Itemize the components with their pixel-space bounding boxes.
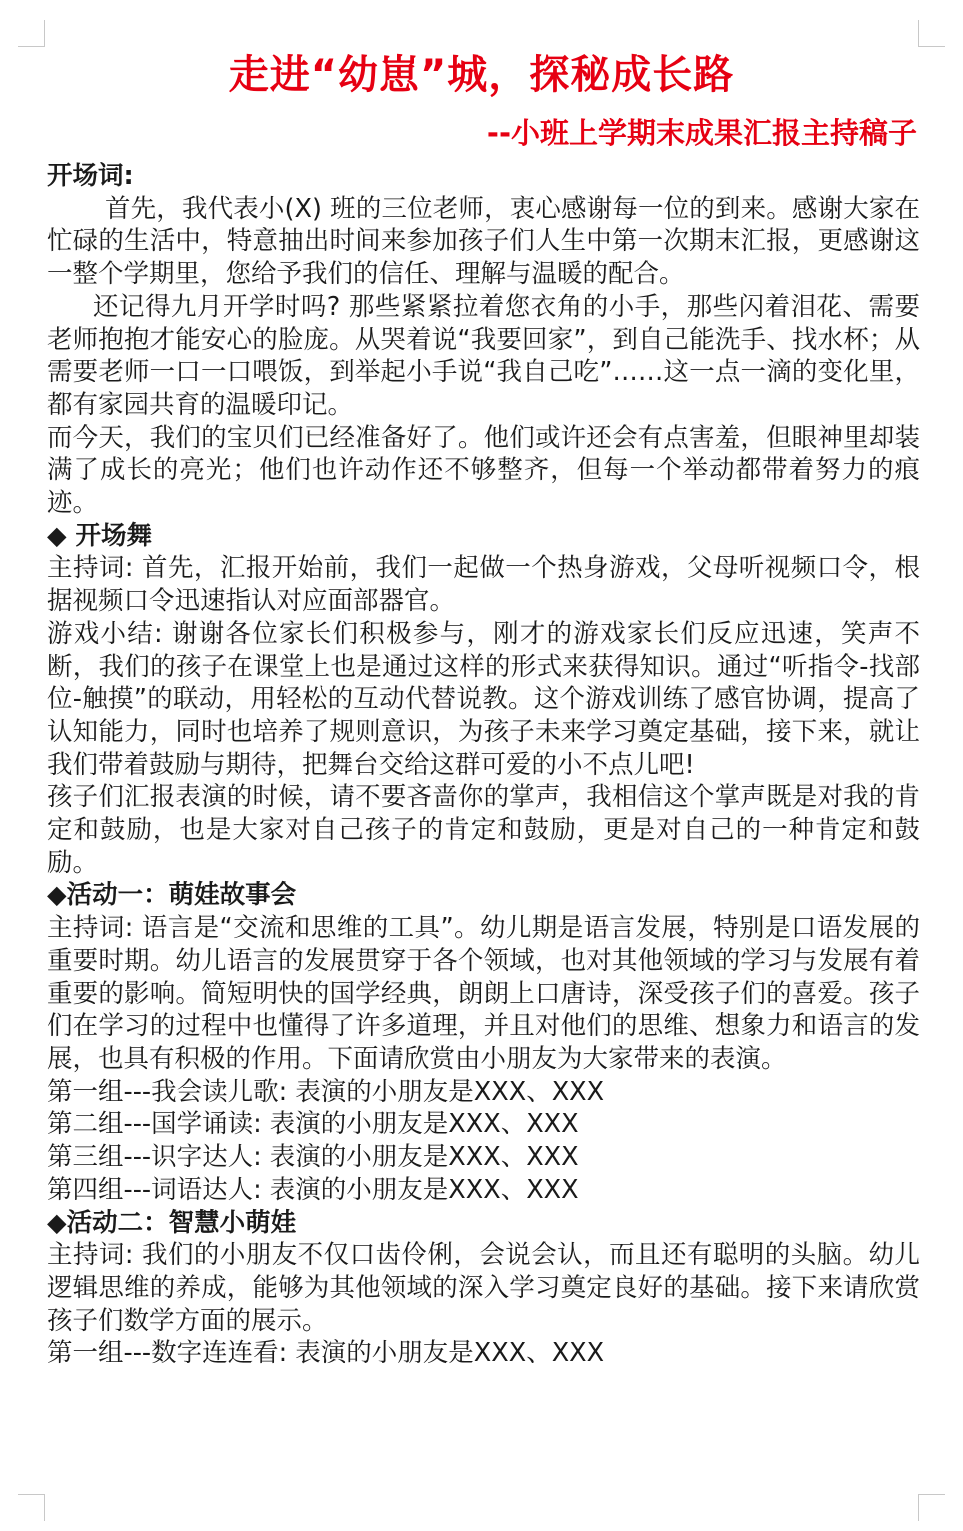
document-title: 走进“幼崽”城，探秘成长路 [228, 52, 735, 98]
crop-mark-bottom-left [18, 1494, 45, 1521]
crop-mark-top-left [18, 20, 45, 47]
section-heading-activity-two: ◆活动二：智慧小萌娃 [47, 1207, 297, 1238]
document-subtitle: --小班上学期末成果汇报主持稿子 [486, 116, 917, 150]
paragraph-today: 而今天，我们的宝贝们已经准备好了。他们或许还会有点害羞，但眼神里却装满了成长的亮光；他们也许动作还不够整齐，但每一个举动都带着努力的痕迹。 [47, 422, 920, 519]
list-item-group-four: 第四组---词语达人: 表演的小朋友是XXX、XXX [47, 1174, 579, 1205]
paragraph-host-language: 主持词: 语言是“交流和思维的工具”。幼儿期是语言发展，特别是口语发展的重要时期。幼儿语言的发展贯穿于各个领域，也对其他领域的学习与发展有着重要的影响。简短明快的国学经典，朗朗上口唐诗，深受孩子们的喜爱。孩子们在学习的过程中也懂得了许多道理，并且对他们的思维、想象力和语言的发展，也具有积极的作用。下面请欣赏由小朋友为大家带来的表演。 [47, 913, 920, 1074]
section-heading-activity-one: ◆活动一：萌娃故事会 [47, 880, 297, 911]
section-heading-opening-dance: ◆ 开场舞 [47, 520, 152, 551]
list-item-math-group-one: 第一组---数字连连看: 表演的小朋友是XXX、XXX [47, 1338, 605, 1369]
paragraph-game-summary: 游戏小结: 谢谢各位家长们积极参与，刚才的游戏家长们反应迅速，笑声不断，我们的孩子在课堂上也是通过这样的形式来获得知识。通过“听指令-找部位-触摸”的联动，用轻松的互动代替说教。这个游戏训练了感官协调，提高了认知能力，同时也培养了规则意识，为孩子未来学习奠定基础，接下来，就让我们带着鼓励与期待，把舞台交给这群可爱的小不点儿吧! [47, 618, 920, 780]
paragraph-host-math: 主持词: 我们的小朋友不仅口齿伶俐，会说会认，而且还有聪明的头脑。幼儿逻辑思维的养成，能够为其他领域的深入学习奠定良好的基础。接下来请欣赏孩子们数学方面的展示。 [47, 1240, 920, 1336]
list-item-group-three: 第三组---识字达人: 表演的小朋友是XXX、XXX [47, 1142, 579, 1173]
paragraph-september: 还记得九月开学时吗? 那些紧紧拉着您衣角的小手，那些闪着泪花、需要老师抱抱才能安心的脸庞。从哭着说“我要回家”，到自己能洗手、找水杯；从需要老师一口一口喂饭，到举起小手说“我自己吃”……这一点一滴的变化里，都有家园共育的温暖印记。 [47, 291, 920, 420]
list-item-group-two: 第二组---国学诵读: 表演的小朋友是XXX、XXX [47, 1109, 579, 1140]
paragraph-host-warmup: 主持词: 首先，汇报开始前，我们一起做一个热身游戏，父母听视频口令，根据视频口令迅速指认对应面部器官。 [47, 553, 920, 617]
paragraph-thanks: 首先，我代表小(X) 班的三位老师，衷心感谢每一位的到来。感谢大家在忙碌的生活中，特意抽出时间来参加孩子们人生中第一次期末汇报，更感谢这一整个学期里，您给予我们的信任、理解与温暖的配合。 [47, 193, 920, 290]
list-item-group-one: 第一组---我会读儿歌: 表演的小朋友是XXX、XXX [47, 1076, 605, 1107]
crop-mark-bottom-right [918, 1494, 945, 1521]
paragraph-applause: 孩子们汇报表演的时候，请不要吝啬你的掌声，我相信这个掌声既是对我的肯定和鼓励，也是大家对自己孩子的肯定和鼓励，更是对自己的一种肯定和鼓励。 [47, 782, 920, 878]
crop-mark-top-right [918, 20, 945, 47]
document-body [47, 160, 920, 1370]
section-heading-opening: 开场词: [47, 161, 134, 191]
